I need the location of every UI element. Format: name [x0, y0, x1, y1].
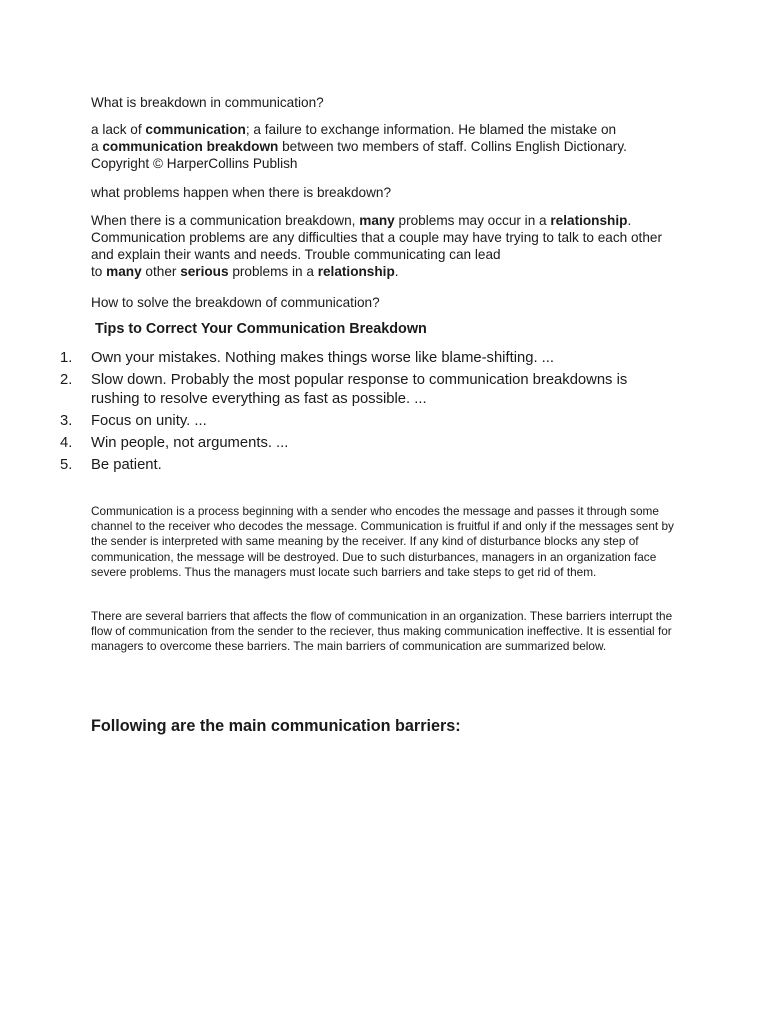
answer-bold: many: [359, 213, 395, 228]
tips-list: [60, 349, 680, 478]
list-item-text: Slow down. Probably the most popular response to communication breakdowns is rushing to resolve everything as fast as possible. ...: [91, 372, 628, 407]
list-item: [60, 371, 680, 409]
answer-bold: relationship: [317, 264, 395, 279]
list-item-text: Focus on unity. ...: [91, 413, 207, 429]
answer-bold: serious: [180, 264, 229, 279]
list-item-text: Win people, not arguments. ...: [91, 435, 289, 451]
def-bold-term: communication breakdown: [102, 139, 279, 154]
answer-text: to: [91, 264, 107, 279]
answer-line: Communication problems are any difficulties that a couple may have trying to talk to each other: [91, 230, 662, 245]
definition-paragraph: [91, 121, 691, 172]
question-what-is-breakdown: What is breakdown in communication?: [91, 95, 324, 110]
list-item: [60, 412, 680, 431]
paragraph-communication-process: Communication is a process beginning with a sender who encodes the message and passes it through some channel to the receiver who decodes the message. Communication is fruitful if and only if the messages sent by the sender is interpreted with same meaning by the receiver. If any kind of disturbance blocks any step of communication, the message will be destroyed. Due to such disturbances, managers in an organization face severe problems. Thus the managers must locate such barriers and take steps to get rid of them.: [91, 504, 674, 579]
list-item: [60, 349, 680, 368]
list-item-text: Own your mistakes. Nothing makes things worse like blame-shifting. ...: [91, 350, 554, 366]
answer-text: .: [394, 264, 399, 279]
question-how-to-solve: How to solve the breakdown of communication?: [91, 295, 380, 310]
answer-bold: many: [106, 264, 142, 279]
def-text: ; a failure to exchange information. He blamed the mistake on: [245, 122, 617, 137]
list-number: 2.: [60, 372, 73, 388]
list-number: 1.: [60, 350, 73, 366]
def-bold-term: communication: [145, 122, 246, 137]
answer-text: other: [141, 264, 181, 279]
answer-text: problems may occur in a: [394, 213, 551, 228]
list-number: 3.: [60, 413, 73, 429]
tips-heading: Tips to Correct Your Communication Breakdown: [95, 321, 427, 337]
answer-text: When there is a communication breakdown,: [91, 213, 360, 228]
def-text: a lack of: [91, 122, 146, 137]
list-number: 5.: [60, 457, 73, 473]
list-item: [60, 434, 680, 453]
def-copyright: Copyright © HarperCollins Publish: [91, 156, 298, 171]
paragraph-barriers-intro: There are several barriers that affects the flow of communication in an organization. These barriers interrupt the flow of communication from the sender to the reciever, thus making communication ineffective. It is essential for managers to overcome these barriers. The main barriers of communication are summarized below.: [91, 609, 673, 654]
answer-line: and explain their wants and needs. Trouble communicating can lead: [91, 247, 501, 262]
question-what-problems: what problems happen when there is breakdown?: [91, 185, 392, 200]
answer-bold: relationship: [550, 213, 628, 228]
list-number: 4.: [60, 435, 73, 451]
answer-text: problems in a: [228, 264, 318, 279]
list-item: [60, 456, 680, 475]
answer-text: .: [627, 213, 632, 228]
list-item-text: Be patient.: [91, 457, 162, 473]
def-text: between two members of staff. Collins English Dictionary.: [278, 139, 627, 154]
def-text: a: [91, 139, 103, 154]
barriers-heading: Following are the main communication barriers:: [91, 717, 461, 735]
answer-paragraph: [91, 212, 711, 280]
